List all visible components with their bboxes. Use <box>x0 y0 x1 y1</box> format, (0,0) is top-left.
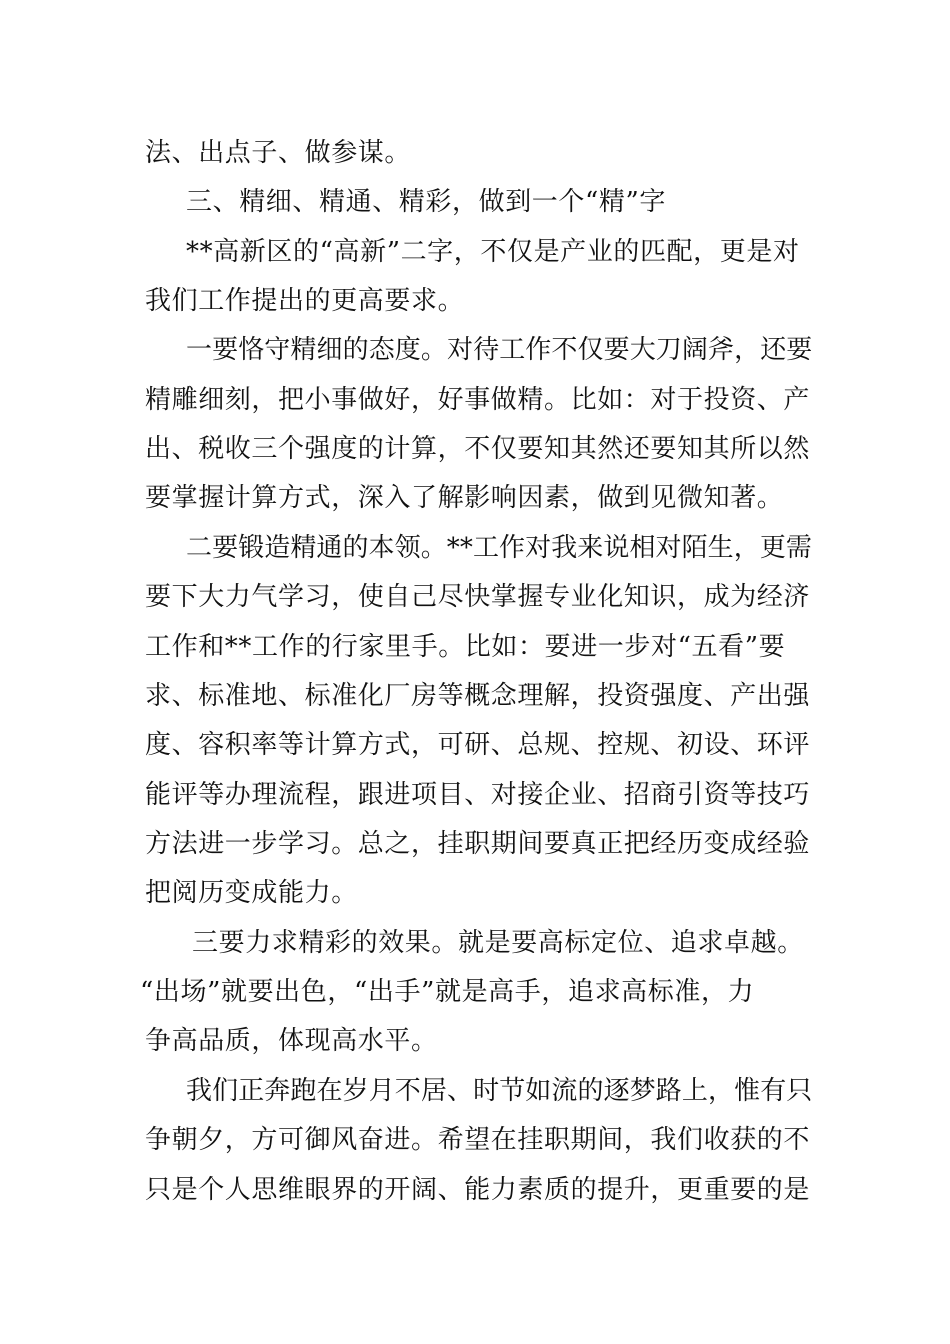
text-line: 工作和**工作的行家里手。比如：要进一步对“五看”要 <box>145 632 786 662</box>
text-line: “出场”就要出色，“出手”就是高手，追求高标准，力 <box>140 977 755 1007</box>
text-line: 出、税收三个强度的计算，不仅要知其然还要知其所以然 <box>145 434 811 464</box>
text-line: 争高品质，体现高水平。 <box>145 1026 438 1056</box>
section-heading: 三、精细、精通、精彩，做到一个“精”字 <box>186 187 666 217</box>
text-line: 我们工作提出的更高要求。 <box>145 286 465 316</box>
text-line: 能评等办理流程，跟进项目、对接企业、招商引资等技巧 <box>145 780 811 810</box>
text-line: 要掌握计算方式，深入了解影响因素，做到见微知著。 <box>145 483 784 513</box>
text-line: 法、出点子、做参谋。 <box>145 138 412 168</box>
text-line: 求、标准地、标准化厂房等概念理解，投资强度、产出强 <box>145 681 811 711</box>
text-line: 一要恪守精细的态度。对待工作不仅要大刀阔斧，还要 <box>186 335 813 365</box>
text-line: 我们正奔跑在岁月不居、时节如流的逐梦路上，惟有只 <box>186 1076 813 1106</box>
text-line: 二要锻造精通的本领。**工作对我来说相对陌生，更需 <box>186 533 813 563</box>
text-line: 方法进一步学习。总之，挂职期间要真正把经历变成经验 <box>145 829 811 859</box>
text-line: 三要力求精彩的效果。就是要高标定位、追求卓越。 <box>192 928 804 958</box>
text-line: 把阅历变成能力。 <box>145 878 358 908</box>
text-line: 争朝夕，方可御风奋进。希望在挂职期间，我们收获的不 <box>145 1125 811 1155</box>
text-line: 要下大力气学习，使自己尽快掌握专业化知识，成为经济 <box>145 582 811 612</box>
text-line: 只是个人思维眼界的开阔、能力素质的提升，更重要的是 <box>145 1175 811 1205</box>
text-line: **高新区的“高新”二字，不仅是产业的匹配，更是对 <box>186 237 800 267</box>
text-line: 精雕细刻，把小事做好，好事做精。比如：对于投资、产 <box>145 385 811 415</box>
text-line: 度、容积率等计算方式，可研、总规、控规、初设、环评 <box>145 730 811 760</box>
